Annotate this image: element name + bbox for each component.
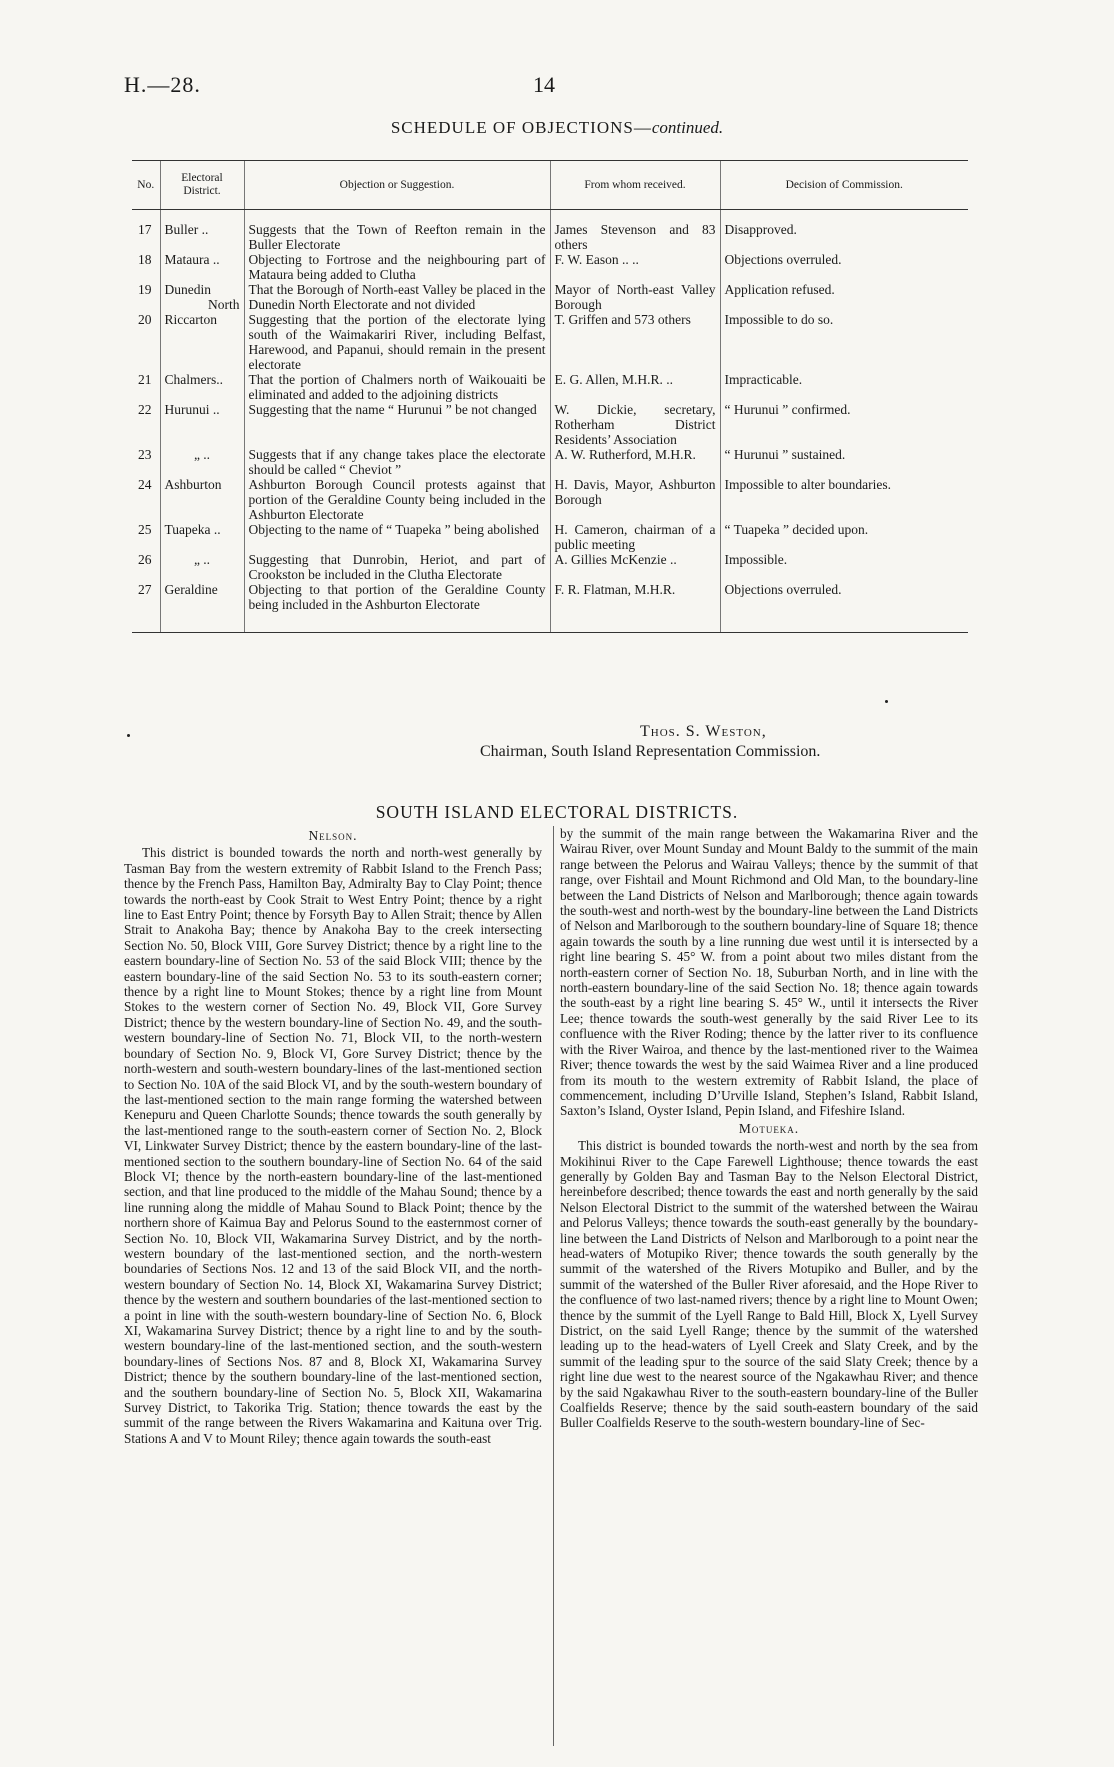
row-district-line2: North [208,297,240,312]
motueka-paragraph: This district is bounded towards the north-west and north by the sea from Mokihinui River to the Cape Farewell Lighthouse; thence towards the east generally by Golden Bay and Tasman Bay to the Nelson Electoral District, hereinbefore described; thence towards the east and north generally by the said Nelson Electoral District to the summit of the watershed between the Wairau and Pelorus Valleys; thence towards the south-east generally by the boundary-line between the Land Districts of Nelson and Marlborough to a point near the head-waters of Motupiko River; thence towards the south generally by the summit of the watershed of the Rivers Motupiko and Buller, and by the summit of the watershed of the Buller River aforesaid, and the Hope River to the confluence of two last-named rivers; thence by a right line to Mount Owen; thence by the summit of the Lyell Range to Bald Hill, Block X, Lyell Survey District, on the said Lyell Range; thence by the summit of the watershed leading up to the head-waters of Lyell Creek and Slaty Creek, and by the summit of the leading spur to the source of the said Slaty Creek; thence by a right line due west to the nearest source of the Ngakawhau River; and thence by the said Ngakawhau River to the south-eastern boundary-line of the Buller Coalfields Reserve; thence by the said south-eastern boundary of the said Buller Coalfields Reserve to the south-western boundary-line of Sec- [560,1138,978,1431]
signatory-name: Thos. S. Weston, [640,723,767,740]
row-district-line1: Dunedin [164,282,211,297]
row-district: Chalmers.. [160,372,244,402]
row-from: F. W. Eason .. .. [550,252,720,282]
row-objection: Objecting to the name of “ Tuapeka ” being abolished [244,522,550,552]
row-no: 19 [138,282,152,297]
schedule-title-italic: continued. [651,118,724,137]
row-decision: “ Hurunui ” confirmed. [720,402,968,447]
row-decision: Impracticable. [720,372,968,402]
objections-table [132,160,968,633]
row-from: A. Gillies McKenzie .. [550,552,720,582]
document-reference: H.—28. [124,72,201,97]
left-column [124,826,542,1446]
table-header-row [132,161,968,210]
signature-block [480,722,820,762]
row-district: Hurunui .. [160,402,244,447]
row-objection: That the portion of Chalmers north of Waikouaiti be eliminated and added to the adjoining districts [244,372,550,402]
col-header-no: No. [132,161,160,210]
col-header-decision: Decision of Commission. [720,161,968,210]
page-number: 14 [533,72,555,97]
row-objection: Objecting to Fortrose and the neighbouring part of Mataura being added to Clutha [244,252,550,282]
table-row [132,252,968,282]
row-no: 26 [138,552,152,567]
row-decision: Impossible. [720,552,968,582]
row-objection: Ashburton Borough Council protests against that portion of the Geraldine County being included in the Ashburton Electorate [244,477,550,522]
nelson-paragraph-continued: by the summit of the main range between the Wakamarina River and the Wairau River, over Mount Sunday and Mount Baldy to the summit of the main range between the Pelorus and Wairau Valleys; thence by the summit of that range, over Fishtail and Mount Richmond and Old Man, to the boundary-line between the Land Districts of Nelson and Marlborough; thence again towards the south-west and north-west by the boundary-line between the Land Districts of Nelson and Marlborough to the southern boundary-line of Square 18; thence again towards the south by a line running due west until it is intersected by a right line bearing S. 45° W. from a point about two miles distant from the north-eastern corner of Section No. 18, Suburban North, and in line with the north-eastern boundary-line of the said Section No. 18; thence again towards the south-east by a right line bearing S. 45° W., until it intersects the River Lee; thence towards the south-west generally by the said River Lee to its confluence with the River Roding; thence by the latter river to its confluence with the River Wairoa, and thence by the last-mentioned river to the Waimea River; thence towards the west by the said Waimea River and a line produced from its mouth to the western extremity of Rabbit Island, the place of commencement, including D’Urville Island, Stephen’s Island, Rabbit Island, Saxton’s Island, Oyster Island, Pepin Island, and Fifeshire Island. [560,826,978,1119]
row-decision: Objections overruled. [720,582,968,633]
row-no: 21 [138,372,152,387]
row-objection: Suggesting that the name “ Hurunui ” be not changed [244,402,550,447]
row-objection: That the Borough of North-east Valley be placed in the Dunedin North Electorate and not divided [244,282,550,312]
nelson-heading: Nelson. [308,828,358,843]
table-row [132,582,968,633]
table-row [132,552,968,582]
row-district: Mataura .. [160,252,244,282]
row-from: James Stevenson and 83 others [550,222,720,252]
row-from: Mayor of North-east Valley Borough [550,282,720,312]
row-objection: Suggests that the Town of Reefton remain in the Buller Electorate [244,222,550,252]
row-objection: Suggesting that the portion of the electorate lying south of the Waimakariri River, including Belfast, Harewood, and Papanui, should remain in the present electorate [244,312,550,372]
row-district: „ .. [160,447,244,477]
table-row [132,477,968,522]
row-decision: “ Tuapeka ” decided upon. [720,522,968,552]
print-speck [127,734,130,737]
row-objection: Suggests that if any change takes place the electorate should be called “ Cheviot ” [244,447,550,477]
table-row [132,282,968,312]
row-from: F. R. Flatman, M.H.R. [550,582,720,633]
table-row [132,402,968,447]
row-decision: Impossible to alter boundaries. [720,477,968,522]
row-no: 23 [138,447,152,462]
nelson-paragraph: This district is bounded towards the north and north-west generally by Tasman Bay from the western extremity of Rabbit Island to the French Pass; thence by the French Pass, Hamilton Bay, Admiralty Bay to Clay Point; thence towards the north-east by Cook Strait to West Entry Point; thence by a right line to East Entry Point; thence by Forsyth Bay to Allen Strait; thence by Allen Strait to Anakoha Bay; thence by Anakoha Bay to the creek intersecting Section No. 50, Block VIII, Gore Survey District; thence by a right line to the eastern boundary-line of Section No. 53 of the said Block VIII; thence by the eastern boundary-line of the said Section No. 53 to its south-eastern corner; thence by a right line to Mount Stokes; thence by a right line from Mount Stokes to the western corner of Section No. 49, Block VII, Gore Survey District; thence by the western boundary-line of Section No. 49, and the south-western boundary-line of Section No. 71, Block VII, to the north-western boundary of Section No. 9, Block VI, Gore Survey District; thence by the north-western and south-western boundary-lines of the last-mentioned section to Section No. 10A of the said Block VI, and by the south-western boundary of the last-mentioned section to the main range forming the watershed between Kenepuru and Queen Charlotte Sounds; thence towards the south generally by the last-mentioned range to the south-eastern corner of Section No. 2, Block VI, Linkwater Survey District; thence by the eastern boundary-line of the last-mentioned section to the southern boundary-line of Section No. 64 of the said Block VI; thence by the north-eastern boundary-line of the last-mentioned section, and that line produced to the middle of the Mahau Sound; thence by a line running along the middle of Mahau Sound to Black Point; thence by the northern shore of Kaimua Bay and Pelorus Sound to the easternmost corner of Section No. 10, Block VII, Wakamarina Survey District, and by the north-western boundary of the last-mentioned section, and the north-western boundaries of Sections Nos. 12 and 13 of the said Block VII, and the north-western boundary of Section No. 14, Block XI, Wakamarina Survey District; thence by the western and southern boundaries of the last-mentioned section to a point in line with the south-western boundary-line of Section No. 6, Block XI, Wakamarina Survey District; thence by a right line to and by the south-western boundary-line of the last-mentioned section, and the south-western boundary-lines of Sections Nos. 87 and 8, Block XI, Wakamarina Survey District; thence by the southern boundary-line of the last-mentioned section, and the southern boundary-line of Section No. 5, Block XII, Wakamarina Survey District, to Takorika Trig. Station; thence towards the east by the summit of the range between the Rivers Wakamarina and Kaituna over Trig. Stations A and V to Mount Riley; thence again towards the south-east [124,845,542,1446]
schedule-title-main: SCHEDULE OF OBJECTIONS— [390,118,652,137]
table-row [132,447,968,477]
col-header-from: From whom received. [550,161,720,210]
row-from: H. Cameron, chairman of a public meeting [550,522,720,552]
row-no: 22 [138,402,152,417]
col-header-objection: Objection or Suggestion. [244,161,550,210]
row-from: W. Dickie, secretary, Rotherham District Residents’ Association [550,402,720,447]
table-row [132,372,968,402]
col-header-district: Electoral District. [160,161,244,210]
row-decision: Impossible to do so. [720,312,968,372]
column-divider [553,826,554,1746]
row-district: Ashburton [160,477,244,522]
schedule-title [0,118,1114,138]
row-from: T. Griffen and 573 others [550,312,720,372]
row-district: Riccarton [160,312,244,372]
row-district: Geraldine [160,582,244,633]
row-from: H. Davis, Mayor, Ashburton Borough [550,477,720,522]
row-no: 27 [132,582,160,633]
row-decision: Objections overruled. [720,252,968,282]
table-row [132,312,968,372]
row-no: 25 [138,522,152,537]
row-decision: Disapproved. [720,222,968,252]
print-speck [885,700,888,703]
row-no: 20 [138,312,152,327]
table-row [132,222,968,252]
row-from: A. W. Rutherford, M.H.R. [550,447,720,477]
row-district: Tuapeka .. [160,522,244,552]
row-objection: Objecting to that portion of the Geraldine County being included in the Ashburton Electorate [244,582,550,633]
row-decision: Application refused. [720,282,968,312]
row-no: 24 [138,477,152,492]
motueka-heading: Motueka. [738,1120,800,1136]
row-decision: “ Hurunui ” sustained. [720,447,968,477]
row-district: „ .. [160,552,244,582]
row-no: 18 [138,252,152,267]
row-district [160,282,244,312]
table-row [132,522,968,552]
row-objection: Suggesting that Dunrobin, Heriot, and part of Crookston be included in the Clutha Electorate [244,552,550,582]
section-title: SOUTH ISLAND ELECTORAL DISTRICTS. [375,802,739,822]
right-column [560,826,978,1431]
row-no: 17 [138,222,152,237]
row-district: Buller .. [160,222,244,252]
row-from: E. G. Allen, M.H.R. .. [550,372,720,402]
signatory-title: Chairman, South Island Representation Commission. [480,743,821,760]
